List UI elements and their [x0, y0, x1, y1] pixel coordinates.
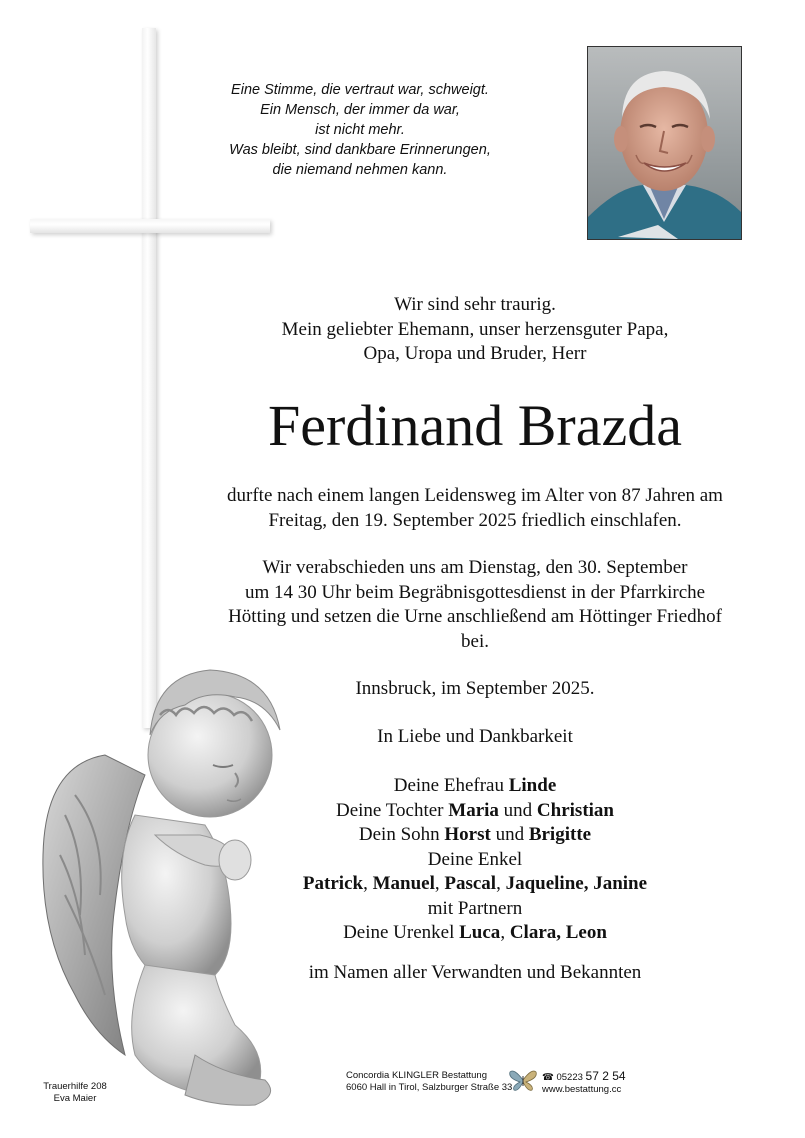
- notice-reference: [20, 1081, 130, 1105]
- death-line: Freitag, den 19. September 2025 friedlich einschlafen.: [268, 509, 682, 531]
- funeral-line: bei.: [461, 630, 489, 652]
- company-name: Concordia KLINGLER Bestattung: [346, 1070, 487, 1081]
- poem-line: Eine Stimme, die vertraut war, schweigt.: [231, 82, 489, 98]
- funeral-line: Wir verabschieden uns am Dienstag, den 30. September: [262, 557, 688, 578]
- daughter-name: Maria: [448, 799, 499, 821]
- butterfly-icon: [508, 1068, 538, 1097]
- company-address: 6060 Hall in Tirol, Salzburger Straße 33: [346, 1082, 513, 1093]
- conjunction: und: [498, 799, 537, 821]
- grandchild-name: Patrick: [302, 873, 364, 894]
- portrait-photo: [587, 46, 742, 240]
- daughter-partner-name: Christian: [536, 799, 614, 821]
- label: Deine Urenkel: [343, 922, 460, 943]
- funeral-home-info: [346, 1070, 512, 1094]
- phone-area-code: 05223: [556, 1072, 583, 1083]
- grandchildren-label: Deine Enkel: [427, 848, 523, 870]
- intro-line: Mein geliebter Ehemann, unser herzensguter Papa,: [281, 318, 669, 340]
- phone-number[interactable]: 57 2 54: [585, 1069, 626, 1083]
- angel-figure: [35, 655, 295, 1120]
- grandchild-name: Jaqueline, Janine: [505, 873, 648, 894]
- poem-line: Was bleibt, sind dankbare Erinnerungen,: [229, 142, 491, 158]
- grandchild-name: Pascal: [444, 873, 497, 894]
- place-date: Innsbruck, im September 2025.: [355, 678, 595, 699]
- poem: [220, 80, 500, 180]
- poem-line: ist nicht mehr.: [315, 122, 405, 138]
- great-grandchild-name: Luca: [459, 922, 501, 943]
- intro-text: [190, 293, 760, 367]
- grandchild-name: Manuel: [372, 873, 435, 894]
- separator: ,: [363, 873, 373, 894]
- death-line: durfte nach einem langen Leidensweg im Alter von 87 Jahren am: [227, 485, 723, 506]
- death-notice: [190, 484, 760, 533]
- son-partner-name: Brigitte: [528, 824, 592, 845]
- cross-icon-horizontal-beam: [30, 219, 270, 233]
- separator: ,: [434, 873, 445, 894]
- label: Deine Ehefrau: [393, 775, 509, 796]
- phone-icon: ☎: [542, 1072, 554, 1083]
- reference-number: Trauerhilfe 208: [43, 1081, 107, 1092]
- funeral-line: Hötting und setzen die Urne anschließend am Höttinger Friedhof: [228, 606, 722, 627]
- closing-phrase: In Liebe und Dankbarkeit: [377, 726, 573, 747]
- poem-line: die niemand nehmen kann.: [272, 162, 448, 178]
- intro-line: Opa, Uropa und Bruder, Herr: [363, 343, 587, 364]
- poem-line: Ein Mensch, der immer da war,: [260, 102, 460, 118]
- funeral-line: um 14 30 Uhr beim Begräbnisgottesdienst in der Pfarrkirche: [244, 581, 706, 603]
- on-behalf-line: im Namen aller Verwandten und Bekannten: [308, 962, 642, 983]
- son-name: Horst: [444, 824, 491, 845]
- reference-author: Eva Maier: [53, 1093, 97, 1104]
- label: Deine Tochter: [335, 799, 449, 821]
- great-grandchild-name: Clara, Leon: [509, 922, 607, 943]
- funeral-details: [190, 556, 760, 654]
- conjunction: und: [490, 824, 529, 845]
- deceased-name: Ferdinand Brazda: [268, 393, 682, 458]
- label: Dein Sohn: [358, 824, 445, 845]
- partners-line: mit Partnern: [427, 897, 523, 919]
- portrait-image: [588, 47, 741, 239]
- separator: ,: [496, 873, 506, 894]
- phone: [542, 1070, 626, 1084]
- cross-icon-vertical-beam: [142, 28, 156, 728]
- intro-line: Wir sind sehr traurig.: [394, 294, 556, 315]
- separator: ,: [500, 922, 510, 943]
- wife-name: Linde: [508, 775, 557, 796]
- contact-info: [542, 1070, 626, 1096]
- website-link[interactable]: www.bestattung.cc: [542, 1084, 622, 1095]
